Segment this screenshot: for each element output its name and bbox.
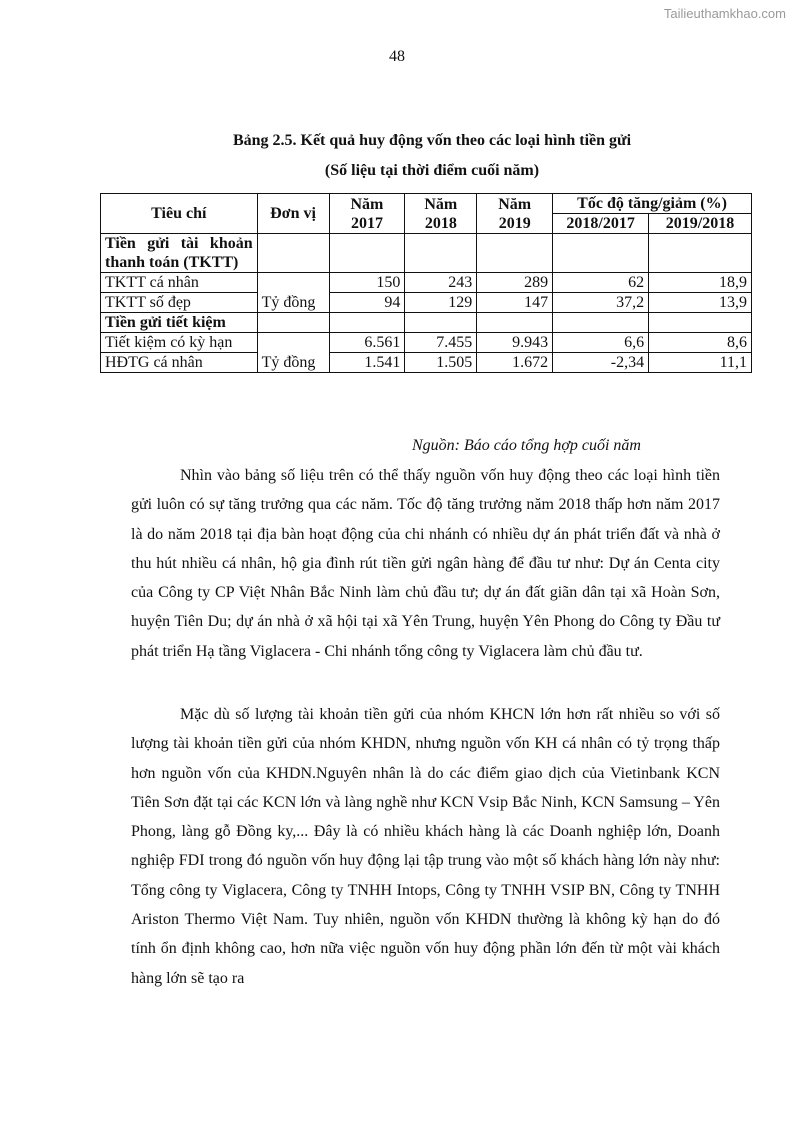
table-row: [101, 273, 752, 293]
header-criteria: Tiêu chí: [101, 194, 258, 234]
header-unit: Đơn vị: [257, 194, 329, 234]
header-year-2019: Năm 2019: [477, 194, 553, 234]
group-row-savings: [101, 313, 752, 333]
cell-growth-2: 13,9: [649, 293, 752, 313]
header-growth: Tốc độ tăng/giảm (%): [553, 194, 752, 214]
header-growth-2019-2018: 2019/2018: [649, 214, 752, 234]
table-title: Bảng 2.5. Kết quả huy động vốn theo các loại hình tiền gửi: [232, 132, 632, 149]
cell-2019: 289: [477, 273, 553, 293]
cell-2017: 1.541: [329, 353, 405, 373]
cell-2017: 94: [329, 293, 405, 313]
row-unit: Tỷ đồng: [257, 333, 329, 373]
cell-2019: 147: [477, 293, 553, 313]
watermark: Tailieuthamkhao.com: [663, 6, 786, 21]
cell-growth-1: 37,2: [553, 293, 649, 313]
row-label: HĐTG cá nhân: [101, 353, 258, 373]
cell-2019: 1.672: [477, 353, 553, 373]
cell-growth-1: 62: [553, 273, 649, 293]
deposit-table: [100, 193, 752, 373]
table-row: [101, 333, 752, 353]
cell-growth-1: -2,34: [553, 353, 649, 373]
cell-2017: 150: [329, 273, 405, 293]
group-label-tktt: Tiền gửi tài khoản thanh toán (TKTT): [101, 234, 258, 273]
page-number: 48: [389, 48, 405, 65]
table-subtitle: (Số liệu tại thời điểm cuối năm): [324, 162, 540, 179]
cell-2018: 243: [405, 273, 477, 293]
cell-growth-2: 11,1: [649, 353, 752, 373]
row-label: TKTT số đẹp: [101, 293, 258, 313]
cell-2018: 129: [405, 293, 477, 313]
table-source: Nguồn: Báo cáo tổng hợp cuối năm: [412, 437, 641, 454]
cell-growth-1: 6,6: [553, 333, 649, 353]
header-year-2018: Năm 2018: [405, 194, 477, 234]
table-row: [101, 353, 752, 373]
header-growth-2018-2017: 2018/2017: [553, 214, 649, 234]
cell-growth-2: 18,9: [649, 273, 752, 293]
group-row-tktt: [101, 234, 752, 273]
paragraph-2: Mặc dù số lượng tài khoản tiền gửi của nhóm KHCN lớn hơn rất nhiều so với số lượng tài khoản tiền gửi của nhóm KHDN, nhưng nguồn vốn KH cá nhân có tỷ trọng thấp hơn nguồn vốn của KHDN.Nguyên nhân là do các điểm giao dịch của Vietinbank KCN Tiên Sơn đặt tại các KCN lớn và làng nghề như KCN Vsip Bắc Ninh, KCN Samsung – Yên Phong, làng gỗ Đồng ky,... Đây là có nhiều khách hàng là các Doanh nghiệp lớn, Doanh nghiệp FDI trong đó nguồn vốn huy động lại tập trung vào một số khách hàng lớn này như: Tổng công ty Viglacera, Công ty TNHH Intops, Công ty TNHH VSIP BN, Công ty TNHH Ariston Thermo Việt Nam. Tuy nhiên, nguồn vốn KHDN thường là không kỳ hạn do đó tính ổn định không cao, hơn nữa việc nguồn vốn huy động phần lớn đến từ một vài khách hàng lớn sẽ tạo ra: [131, 706, 720, 987]
header-year-2017: Năm 2017: [329, 194, 405, 234]
cell-2018: 1.505: [405, 353, 477, 373]
paragraph-1: Nhìn vào bảng số liệu trên có thể thấy nguồn vốn huy động theo các loại hình tiền gửi luôn có sự tăng trưởng qua các năm. Tốc độ tăng trưởng năm 2018 thấp hơn năm 2017 là do năm 2018 tại địa bàn hoạt động của chi nhánh có nhiều dự án phát triển đất và nhà ở thu hút nhiều cá nhân, hộ gia đình rút tiền gửi ngân hàng để đầu tư như: Dự án Centa city của Công ty CP Việt Nhân Bắc Ninh làm chủ đầu tư; dự án đất giãn dân tại xã Hoàn Sơn, huyện Tiên Du; dự án nhà ở xã hội tại xã Yên Trung, huyện Yên Phong do Công ty Đầu tư phát triển Hạ tầng Viglacera - Chi nhánh tổng công ty Viglacera làm chủ đầu tư.: [131, 467, 720, 660]
group-label-savings: Tiền gửi tiết kiệm: [101, 313, 258, 333]
cell-2018: 7.455: [405, 333, 477, 353]
cell-2019: 9.943: [477, 333, 553, 353]
cell-2017: 6.561: [329, 333, 405, 353]
row-unit: Tỷ đồng: [257, 273, 329, 313]
row-label: TKTT cá nhân: [101, 273, 258, 293]
row-label: Tiết kiệm có kỳ hạn: [101, 333, 258, 353]
header-row: [101, 194, 752, 214]
cell-growth-2: 8,6: [649, 333, 752, 353]
table-row: [101, 293, 752, 313]
